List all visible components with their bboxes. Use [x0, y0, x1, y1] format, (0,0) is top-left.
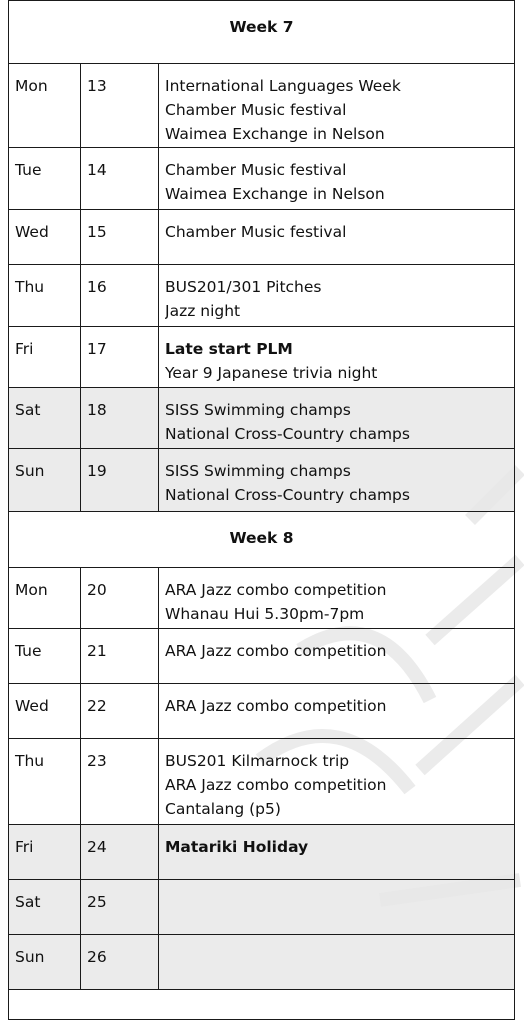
table-row	[9, 210, 515, 265]
table-row	[9, 629, 515, 684]
date-cell: 25	[81, 880, 159, 935]
date-cell: 21	[81, 629, 159, 684]
events-cell	[159, 327, 515, 388]
day-cell: Thu	[9, 265, 81, 327]
day-cell: Sun	[9, 449, 81, 512]
events-cell	[159, 568, 515, 629]
events-cell	[159, 210, 515, 265]
date-cell: 18	[81, 388, 159, 449]
events-cell	[159, 739, 515, 825]
event-item: Chamber Music festival	[165, 161, 347, 179]
day-cell: Fri	[9, 327, 81, 388]
week-header-row	[9, 1, 515, 64]
date-cell: 13	[81, 64, 159, 148]
event-item: Matariki Holiday	[165, 838, 309, 856]
event-item: ARA Jazz combo competition	[165, 642, 387, 660]
table-row	[9, 684, 515, 739]
event-item: Cantalang (p5)	[165, 800, 281, 818]
event-item: SISS Swimming champs	[165, 462, 351, 480]
events-cell	[159, 449, 515, 512]
events-cell	[159, 935, 515, 990]
event-item: BUS201 Kilmarnock trip	[165, 752, 350, 770]
table-row	[9, 265, 515, 327]
week-header-row	[9, 512, 515, 568]
day-cell: Tue	[9, 629, 81, 684]
table-row	[9, 935, 515, 990]
events-cell	[159, 880, 515, 935]
table-row	[9, 449, 515, 512]
table-row	[9, 64, 515, 148]
date-cell: 20	[81, 568, 159, 629]
event-item: Chamber Music festival	[165, 101, 347, 119]
date-cell: 23	[81, 739, 159, 825]
event-item: ARA Jazz combo competition	[165, 581, 387, 599]
day-cell: Wed	[9, 684, 81, 739]
event-item: Whanau Hui 5.30pm-7pm	[165, 605, 365, 623]
event-item: Waimea Exchange in Nelson	[165, 185, 385, 203]
event-item: Year 9 Japanese trivia night	[165, 364, 378, 382]
events-cell	[159, 265, 515, 327]
table-row	[9, 148, 515, 210]
day-cell: Wed	[9, 210, 81, 265]
day-cell: Sat	[9, 880, 81, 935]
events-cell	[159, 629, 515, 684]
event-item: BUS201/301 Pitches	[165, 278, 322, 296]
event-item: International Languages Week	[165, 77, 401, 95]
day-cell: Tue	[9, 148, 81, 210]
event-item: SISS Swimming champs	[165, 401, 351, 419]
event-item: ARA Jazz combo competition	[165, 776, 387, 794]
day-cell: Fri	[9, 825, 81, 880]
date-cell: 26	[81, 935, 159, 990]
table-row	[9, 825, 515, 880]
date-cell: 15	[81, 210, 159, 265]
week-header: Week 8	[9, 512, 515, 568]
date-cell: 17	[81, 327, 159, 388]
event-item: Waimea Exchange in Nelson	[165, 125, 385, 143]
table-row	[9, 990, 515, 1020]
event-item: Chamber Music festival	[165, 223, 347, 241]
events-cell	[159, 825, 515, 880]
event-item: ARA Jazz combo competition	[165, 697, 387, 715]
date-cell: 19	[81, 449, 159, 512]
day-cell: Thu	[9, 739, 81, 825]
date-cell: 24	[81, 825, 159, 880]
event-item: Late start PLM	[165, 340, 293, 358]
day-cell: Mon	[9, 568, 81, 629]
week-header: Week 7	[9, 1, 515, 64]
day-cell: Sat	[9, 388, 81, 449]
table-row	[9, 327, 515, 388]
day-cell: Mon	[9, 64, 81, 148]
event-item: National Cross-Country champs	[165, 486, 410, 504]
event-item: National Cross-Country champs	[165, 425, 410, 443]
calendar-table	[8, 0, 515, 1020]
date-cell: 14	[81, 148, 159, 210]
date-cell: 22	[81, 684, 159, 739]
table-row	[9, 388, 515, 449]
table-row	[9, 568, 515, 629]
date-cell: 16	[81, 265, 159, 327]
table-row	[9, 880, 515, 935]
table-row	[9, 739, 515, 825]
event-item: Jazz night	[165, 302, 241, 320]
events-cell	[159, 388, 515, 449]
day-cell: Sun	[9, 935, 81, 990]
events-cell	[159, 684, 515, 739]
events-cell	[159, 64, 515, 148]
next-row-cell	[9, 990, 515, 1020]
events-cell	[159, 148, 515, 210]
